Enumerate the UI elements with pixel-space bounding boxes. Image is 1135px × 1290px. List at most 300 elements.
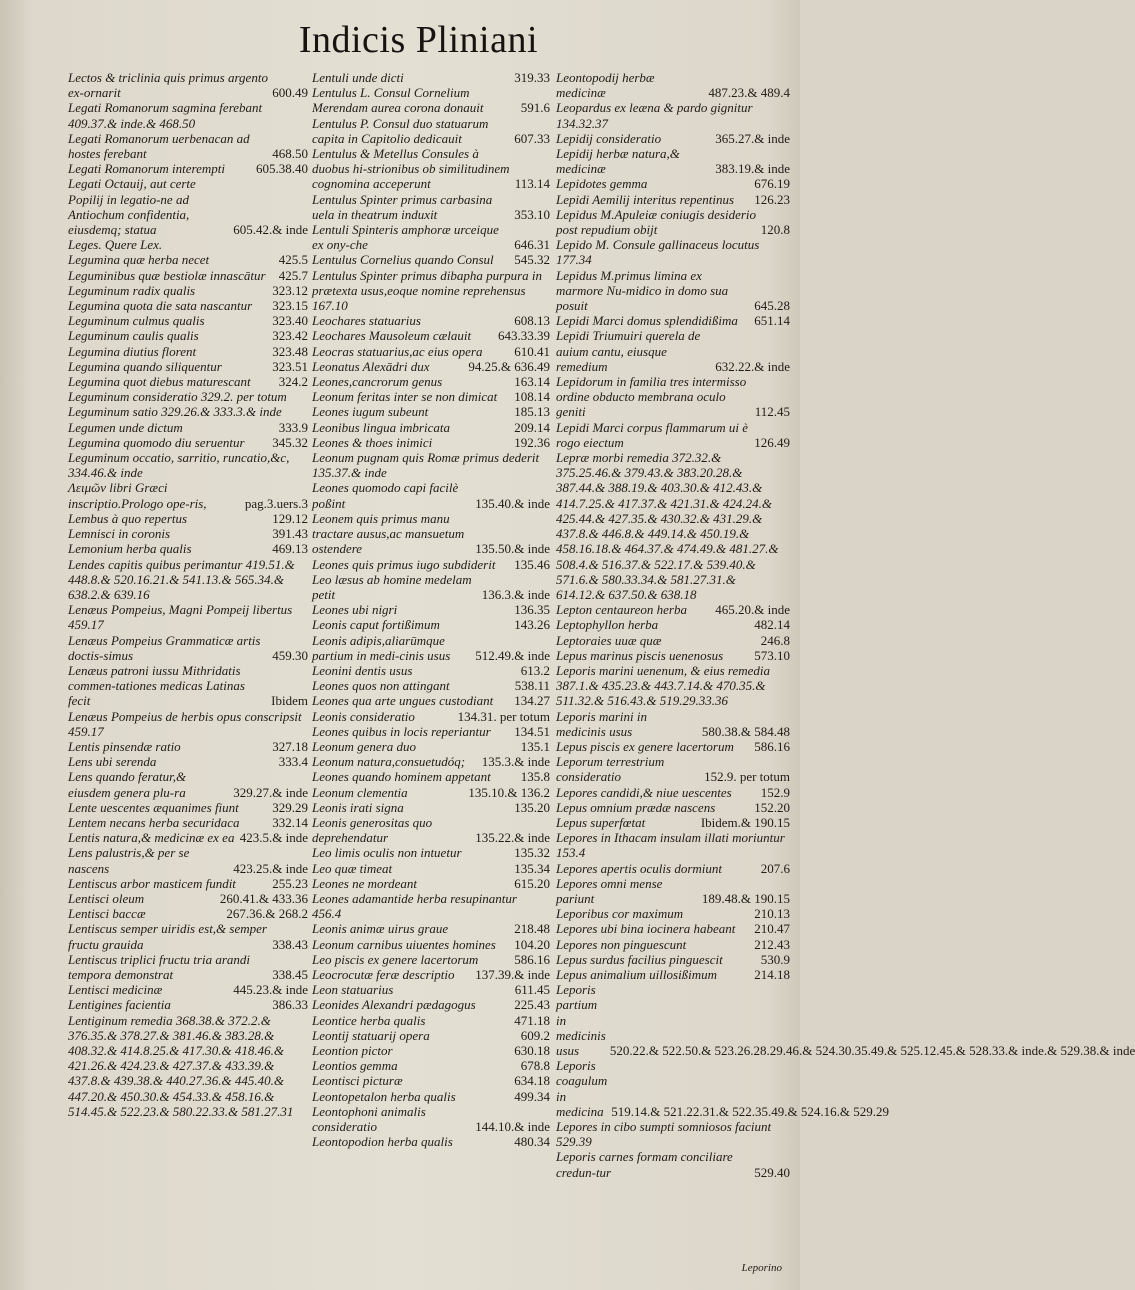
index-entry <box>312 678 550 693</box>
entry-text: Leguminibus quæ bestiolæ innascātur <box>68 267 266 283</box>
entry-text: Leporis carnes formam conciliare credun-tur <box>556 1149 733 1180</box>
index-entry <box>312 785 550 800</box>
entry-text: Lepus marinus piscis uenenosus <box>556 647 724 663</box>
index-entry <box>68 131 308 161</box>
entry-text: Lepores apertis oculis dormiunt <box>556 860 722 876</box>
entry-text: Leones,cancrorum genus <box>312 374 443 390</box>
entry-reference: 323.48 <box>272 343 308 359</box>
entry-text: Leptoraies uuæ quæ <box>556 632 662 648</box>
entry-reference: 135.46 <box>514 556 550 572</box>
index-entry <box>312 709 550 724</box>
entry-text: Lepidorum in familia tres intermisso ordine obducto membrana oculo geniti <box>556 374 747 420</box>
index-entry <box>556 815 790 830</box>
entry-reference: 608.13 <box>514 313 550 329</box>
entry-reference: 144.10.& inde <box>475 1119 550 1135</box>
entry-text: Legumina diutius florent <box>68 343 197 359</box>
index-entry <box>312 374 550 389</box>
entry-text: Lens palustris,& per se nascens <box>68 845 190 876</box>
entry-reference: 425.7 <box>278 267 308 283</box>
entry-reference: 646.31 <box>514 237 550 253</box>
entry-reference: 129.12 <box>272 510 308 526</box>
index-entry <box>68 997 308 1012</box>
entry-text: Leontij statuarij opera <box>312 1027 430 1043</box>
entry-text: Lenæus Pompeius de herbis opus conscripsit 459.17 <box>68 708 302 739</box>
index-entry <box>312 192 550 222</box>
entry-reference: 459.30 <box>272 647 308 663</box>
entry-reference: 134.51 <box>514 723 550 739</box>
entry-reference: 645.28 <box>754 298 790 314</box>
index-entry <box>312 1058 550 1073</box>
entry-text: Lepidi Aemilij interitus repentinus <box>556 191 735 207</box>
entry-text: Leones & thoes inimici <box>312 434 433 450</box>
entry-text: Leones qua arte ungues custodiant <box>312 693 494 709</box>
index-entry <box>556 146 790 176</box>
entry-reference: 189.48.& 190.15 <box>701 890 790 906</box>
index-entry <box>68 450 308 480</box>
index-entry <box>312 876 550 891</box>
index-entry <box>312 268 550 314</box>
index-entry <box>312 1013 550 1028</box>
entry-text: Lentulus & Metellus Consules à duobus hi-strionibus ob similitudinem cognomina acceperunt <box>312 146 510 192</box>
entry-text: Lentis pinsendæ ratio <box>68 738 181 754</box>
entry-reference: 615.20 <box>514 875 550 891</box>
index-entry <box>68 374 308 389</box>
entry-reference: 580.38.& 584.48 <box>701 723 790 739</box>
index-entry <box>312 435 550 450</box>
index-entry <box>556 785 790 800</box>
entry-reference: 329.27.& inde <box>233 784 308 800</box>
index-entry <box>556 906 790 921</box>
index-entry <box>312 602 550 617</box>
entry-reference: 135.20 <box>514 799 550 815</box>
entry-text: Leo læsus ab homine medelam petit <box>312 571 472 602</box>
entry-text: Leguminum satio 329.26.& 333.3.& inde <box>68 404 282 420</box>
index-entry <box>556 739 790 754</box>
index-entry <box>312 420 550 435</box>
entry-text: Leguminum caulis qualis <box>68 328 199 344</box>
entry-text: Lentiscus semper uiridis est,& semper fructu grauida <box>68 921 267 952</box>
index-entry <box>556 633 790 648</box>
index-entry <box>68 100 308 130</box>
entry-text: Λειμῶν libri Græci inscriptio.Prologo ope-ris, <box>68 480 207 511</box>
entry-reference: 529.40 <box>754 1164 790 1180</box>
index-entry <box>312 1073 550 1088</box>
entry-reference: 136.3.& inde <box>481 586 550 602</box>
entry-text: Leonem quis primus manu tractare ausus,ac mansuetum ostendere <box>312 510 465 557</box>
entry-text: Lemnisci in coronis <box>68 526 171 542</box>
entry-text: Leporis coagulum in medicina <box>556 1058 608 1119</box>
index-entry <box>68 435 308 450</box>
entry-reference: 482.14 <box>754 617 790 633</box>
index-entry <box>556 131 790 146</box>
index-entry <box>312 1104 550 1134</box>
index-entry <box>68 313 308 328</box>
index-entry <box>68 420 308 435</box>
entry-text: Leonini dentis usus <box>312 662 413 678</box>
index-entry <box>556 921 790 936</box>
index-entry <box>312 511 550 557</box>
entry-reference: 135.3.& inde <box>481 754 550 770</box>
catchword: Leporino <box>741 1262 782 1274</box>
entry-text: Lepores omni mense pariunt <box>556 875 663 906</box>
entry-text: Lentis natura,& medicinæ ex ea <box>68 830 235 846</box>
index-entry <box>68 754 308 769</box>
entry-text: Leocrocutæ feræ descriptio <box>312 966 455 982</box>
entry-reference: 135.40.& inde <box>475 495 550 511</box>
entry-text: Leonides Alexandri pædagogus <box>312 997 476 1013</box>
entry-reference: 225.43 <box>514 997 550 1013</box>
entry-reference: 391.43 <box>272 526 308 542</box>
entry-reference: 210.47 <box>754 921 790 937</box>
index-entry <box>312 982 550 997</box>
entry-text: Leontopetalon herba qualis <box>312 1088 456 1104</box>
index-entry <box>556 100 790 130</box>
entry-reference: 530.9 <box>760 951 790 967</box>
entry-text: Lepidij consideratio <box>556 130 662 146</box>
index-entry <box>556 420 790 450</box>
index-entry <box>312 557 550 572</box>
entry-reference: 610.41 <box>514 343 550 359</box>
index-entry <box>312 769 550 784</box>
entry-text: Lentigines facientia <box>68 997 171 1013</box>
entry-reference: 246.8 <box>760 632 790 648</box>
entry-reference: 338.43 <box>272 936 308 952</box>
entry-reference: 136.35 <box>514 602 550 618</box>
index-entry <box>556 800 790 815</box>
index-entry <box>68 161 308 176</box>
index-entry <box>68 268 308 283</box>
entry-text: Leontophoni animalis consideratio <box>312 1103 426 1135</box>
entry-reference: 591.6 <box>520 100 550 116</box>
index-entry <box>312 1134 550 1149</box>
entry-text: Leones quando hominem appetant <box>312 769 491 785</box>
entry-text: Leonum pugnam quis Romæ primus dederit 135.37.& inde <box>312 450 540 481</box>
entry-text: Leochares Mausoleum cælauit <box>312 328 472 344</box>
index-entry <box>68 541 308 556</box>
entry-text: Leges. Quere Lex. <box>68 237 163 253</box>
entry-text: Lentulus Spinter primus carbasina uela in theatrum induxit <box>312 191 493 222</box>
entry-reference: 212.43 <box>754 936 790 952</box>
entry-text: Lembus à quo repertus <box>68 510 188 526</box>
entry-reference: 134.27 <box>514 693 550 709</box>
entry-reference: 113.14 <box>514 176 550 192</box>
index-entry <box>312 85 550 115</box>
index-entry <box>312 997 550 1012</box>
entry-reference: 519.14.& 521.22.31.& 522.35.49.& 524.16.& 529.29 <box>611 1103 889 1119</box>
index-entry <box>556 876 790 906</box>
entry-reference: pag.3.uers.3 <box>244 495 308 511</box>
entry-reference: Ibidem <box>271 693 308 709</box>
entry-text: Leonum natura,consuetudóq; <box>312 754 466 770</box>
index-entry <box>556 1058 889 1119</box>
entry-text: Legumen unde dictum <box>68 419 183 435</box>
index-entry <box>556 328 790 374</box>
entry-text: Leochares statuarius <box>312 313 421 329</box>
entry-text: Leo quæ timeat <box>312 860 393 876</box>
entry-reference: 643.33.39 <box>498 328 550 344</box>
entry-reference: 605.42.& inde <box>233 222 308 238</box>
entry-reference: 611.45 <box>514 982 550 998</box>
entry-reference: 468.50 <box>272 146 308 162</box>
entry-reference: 323.12 <box>272 282 308 298</box>
entry-text: Leonis irati signa <box>312 799 404 815</box>
entry-reference: Ibidem.& 190.15 <box>700 814 790 830</box>
entry-reference: 108.14 <box>514 389 550 405</box>
entry-text: Lentiginum remedia 368.38.& 372.2.& 376.35.& 378.27.& 381.46.& 383.28.& 408.32.& 414.8.25.& 417.30.& 418.46.& 421.26.& 424.23.& 427.37.& 433.39.& 437.8.& 439.38.& 440.27.36.& 445.40.& 447.20.& 450.30.& 454.33.& 458.16.& 514.45.& 522.23.& 580.22.33.& 581.27.31 <box>68 1012 294 1119</box>
index-entry <box>556 937 790 952</box>
index-entry <box>556 313 790 328</box>
index-entry <box>312 450 550 480</box>
index-entry <box>68 845 308 875</box>
entry-text: Lentisci medicinæ <box>68 982 163 998</box>
entry-reference: 260.41.& 433.36 <box>219 890 308 906</box>
entry-reference: 353.10 <box>514 206 550 222</box>
entry-text: Lepores candidi,& niue uescentes <box>556 784 732 800</box>
entry-reference: 152.9. per totum <box>704 769 790 785</box>
entry-text: Lentem necans herba securidaca <box>68 814 240 830</box>
entry-text: Legumina quomodo diu seruentur <box>68 434 245 450</box>
index-entry <box>312 572 550 602</box>
entry-text: Lentulus P. Consul duo statuarum capita in Capitolio dedicauit <box>312 115 489 146</box>
index-entry <box>312 146 550 192</box>
entry-text: Leporis partium in medicinis usus <box>556 982 606 1058</box>
index-entry <box>68 830 308 845</box>
entry-reference: 135.34 <box>514 860 550 876</box>
entry-text: Legati Romanorum sagmina ferebant 409.37.& inde.& 468.50 <box>68 100 263 131</box>
entry-text: Lepræ morbi remedia 372.32.& 375.25.46.& 379.43.& 383.20.28.& 387.44.& 388.19.& 403.30.& 412.43.& 414.7.25.& 417.37.& 421.31.& 424.24.& 425.44.& 427.35.& 430.32.& 431.29.& 437.8.& 446.8.& 449.14.& 450.19.& 458.16.18.& 464.37.& 474.49.& 481.27.& 508.4.& 516.37.& 522.17.& 539.40.& 571.6.& 580.33.34.& 581.27.31.& 614.12.& 637.50.& 638.18 <box>556 450 779 602</box>
index-entry <box>312 328 550 343</box>
entry-reference: 586.16 <box>754 738 790 754</box>
entry-text: Leones quomodo capi facilè poßint <box>312 480 459 511</box>
entry-reference: 104.20 <box>514 936 550 952</box>
entry-reference: 386.33 <box>272 997 308 1013</box>
index-entry <box>312 754 550 769</box>
index-entry <box>68 876 308 891</box>
entry-reference: 586.16 <box>514 951 550 967</box>
entry-text: Lepus omnium prædæ nascens <box>556 799 716 815</box>
entry-reference: 632.22.& inde <box>715 358 790 374</box>
entry-reference: 218.48 <box>514 921 550 937</box>
index-column-2 <box>312 70 550 1149</box>
entry-reference: 333.9 <box>278 419 308 435</box>
entry-reference: 135.1 <box>520 738 550 754</box>
entry-text: Leon statuarius <box>312 982 394 998</box>
index-entry <box>68 815 308 830</box>
index-entry <box>312 344 550 359</box>
index-entry <box>68 739 308 754</box>
entry-reference: 423.25.& inde <box>233 860 308 876</box>
index-entry <box>68 663 308 709</box>
index-entry <box>556 192 790 207</box>
entry-text: Leonum carnibus uiuentes homines <box>312 936 496 952</box>
index-entry <box>68 176 308 237</box>
entry-reference: 538.11 <box>514 678 550 694</box>
index-entry <box>68 70 308 100</box>
entry-text: Lens ubi serenda <box>68 754 157 770</box>
entry-reference: 613.2 <box>520 662 550 678</box>
entry-text: Lenæus patroni iussu Mithridatis commen-tationes medicas Latinas fecit <box>68 662 245 709</box>
entry-reference: 425.5 <box>278 252 308 268</box>
entry-reference: 323.42 <box>272 328 308 344</box>
index-entry <box>312 845 550 860</box>
entry-reference: 267.36.& 268.2 <box>226 906 308 922</box>
index-entry <box>556 602 790 617</box>
entry-text: Leontios gemma <box>312 1058 398 1074</box>
entry-reference: 319.33 <box>514 70 550 85</box>
entry-text: Leontopodij herbæ medicinæ <box>556 70 655 101</box>
entry-text: Leo limis oculis non intuetur <box>312 845 462 861</box>
index-entry <box>312 937 550 952</box>
entry-text: Legumina quota die sata nascantur <box>68 298 253 314</box>
entry-text: Leonis consideratio <box>312 708 415 724</box>
index-entry <box>68 298 308 313</box>
index-entry <box>556 1119 790 1149</box>
entry-reference: 163.14 <box>514 374 550 390</box>
entry-reference: 676.19 <box>754 176 790 192</box>
entry-text: Leonum feritas inter se non dimicat <box>312 389 498 405</box>
entry-text: Leonis caput fortißimum <box>312 617 440 633</box>
entry-text: Lendes capitis quibus perimantur 419.51.& 448.8.& 520.16.21.& 541.13.& 565.34.& 638.2.& 639.16 <box>68 556 295 602</box>
entry-reference: 120.8 <box>760 222 790 238</box>
entry-reference: 630.18 <box>514 1043 550 1058</box>
index-entry <box>68 602 308 632</box>
index-entry <box>68 633 308 663</box>
entry-reference: 323.51 <box>272 358 308 374</box>
entry-reference: 678.8 <box>520 1058 550 1074</box>
entry-reference: 651.14 <box>754 313 790 329</box>
index-entry <box>68 389 308 404</box>
index-entry <box>68 769 308 799</box>
index-entry <box>68 344 308 359</box>
index-entry <box>68 952 308 982</box>
entry-text: Lentulus L. Consul Cornelium Merendam aurea corona donauit <box>312 85 484 116</box>
entry-reference: 323.40 <box>272 313 308 329</box>
entry-text: Lepidi Triumuiri querela de auium cantu, eiusque remedium <box>556 328 701 374</box>
index-entry <box>68 921 308 951</box>
entry-text: Leguminum radix qualis <box>68 282 196 298</box>
entry-text: Leguminum consideratio 329.2. per totum <box>68 389 287 405</box>
entry-reference: 135.10.& 136.2 <box>468 784 550 800</box>
index-entry <box>556 861 790 876</box>
index-entry <box>68 709 308 739</box>
entry-reference: 126.49 <box>754 434 790 450</box>
entry-reference: 471.18 <box>514 1012 550 1028</box>
entry-reference: 214.18 <box>754 966 790 982</box>
index-entry <box>68 359 308 374</box>
entry-reference: 609.2 <box>520 1027 550 1043</box>
entry-text: Leonis animæ uirus graue <box>312 921 449 937</box>
entry-reference: 94.25.& 636.49 <box>468 358 550 374</box>
entry-text: Leontopodion herba qualis <box>312 1134 453 1150</box>
entry-reference: 192.36 <box>514 434 550 450</box>
entry-reference: 209.14 <box>514 419 550 435</box>
entry-reference: 255.23 <box>272 875 308 891</box>
entry-text: Legati Romanorum interempti <box>68 161 225 177</box>
entry-text: Lepus superfœtat <box>556 814 646 830</box>
entry-text: Leonis generositas quo deprehendatur <box>312 814 433 846</box>
entry-reference: 112.45 <box>754 404 790 420</box>
index-entry <box>556 982 1135 1058</box>
entry-reference: 573.10 <box>754 647 790 663</box>
entry-reference: 329.29 <box>272 799 308 815</box>
entry-reference: 634.18 <box>514 1073 550 1089</box>
entry-text: Leonum genera duo <box>312 738 416 754</box>
index-entry <box>556 237 790 267</box>
entry-reference: 327.18 <box>272 738 308 754</box>
index-entry <box>556 176 790 191</box>
index-entry <box>68 526 308 541</box>
index-entry <box>556 709 790 739</box>
index-entry <box>68 1013 308 1119</box>
entry-reference: 210.13 <box>754 906 790 922</box>
entry-text: Leguminum occatio, sarritio, runcatio,&c, 334.46.& inde <box>68 450 290 481</box>
entry-text: Lepus piscis ex genere lacertorum <box>556 738 734 754</box>
entry-reference: 135.50.& inde <box>475 541 550 557</box>
index-entry <box>312 633 550 663</box>
index-entry <box>312 663 550 678</box>
entry-text: Leopardus ex leæna & pardo gignitur 134.32.37 <box>556 100 753 131</box>
index-entry <box>312 389 550 404</box>
entry-text: Leones quos non attingant <box>312 678 450 694</box>
entry-text: Lepidi Marci domus splendidißima <box>556 313 738 329</box>
entry-text: Lentuli Spinteris amphoræ urceique ex ony-che <box>312 222 499 253</box>
index-entry <box>312 724 550 739</box>
index-entry <box>556 268 790 314</box>
entry-text: Lentulus Cornelius quando Consul <box>312 252 494 268</box>
index-entry <box>312 861 550 876</box>
index-entry <box>556 450 790 602</box>
entry-text: Legumina quando siliquentur <box>68 358 222 374</box>
entry-reference: 423.5.& inde <box>239 830 308 846</box>
entry-text: Leones iugum subeunt <box>312 404 429 420</box>
entry-text: Lepidi Marci corpus flammarum ui è rogo eiectum <box>556 419 748 450</box>
entry-text: Lenæus Pompeius Grammaticæ artis doctis-simus <box>68 632 261 663</box>
entry-text: Lente uescentes æquanimes fiunt <box>68 799 239 815</box>
entry-text: Lepido M. Consule gallinaceus locutus 177.34 <box>556 237 760 268</box>
entry-text: Leonum clementia <box>312 784 408 800</box>
entry-text: Leontisci picturæ <box>312 1073 403 1089</box>
index-entry <box>556 754 790 784</box>
entry-reference: 137.39.& inde <box>475 966 550 982</box>
entry-reference: 324.2 <box>278 374 308 390</box>
entry-text: Lenæus Pompeius, Magni Pompeij libertus 459.17 <box>68 602 293 633</box>
entry-text: Lentisci oleum <box>68 890 145 906</box>
entry-text: Leporum terrestrium consideratio <box>556 754 665 785</box>
entry-reference: 338.45 <box>272 966 308 982</box>
index-column-3 <box>556 70 1135 1180</box>
index-entry <box>556 207 790 237</box>
entry-text: Lectos & triclinia quis primus argento ex-ornarit <box>68 70 268 101</box>
entry-reference: 365.27.& inde <box>715 130 790 146</box>
entry-text: Lepidus M.Apuleiæ coniugis desiderio post repudium obijt <box>556 206 757 238</box>
entry-text: Lepus surdus facilius pinguescit <box>556 951 723 967</box>
entry-text: Leporis marini uenenum, & eius remedia 387.1.& 435.23.& 443.7.14.& 470.35.& 511.32.& 516.43.& 519.29.33.36 <box>556 662 770 709</box>
entry-reference: 520.22.& 522.50.& 523.26.28.29.46.& 524.30.35.49.& 525.12.45.& 528.33.& inde.& 529.38.& inde <box>609 1043 1135 1058</box>
index-entry <box>68 328 308 343</box>
entry-text: Leporibus cor maximum <box>556 906 684 922</box>
entry-text: Legati Romanorum uerbenacan ad hostes ferebant <box>68 130 250 162</box>
entry-text: Leontion pictor <box>312 1043 393 1058</box>
entry-reference: 134.31. per totum <box>457 708 550 724</box>
entry-text: Leguminum culmus qualis <box>68 313 205 329</box>
index-entry <box>556 70 790 100</box>
page-title: Indicis Pliniani <box>298 19 538 61</box>
index-entry <box>312 480 550 510</box>
index-entry <box>68 283 308 298</box>
entry-text: Lentuli unde dicti <box>312 70 404 85</box>
entry-text: Lentiscus triplici fructu tria arandi tempora demonstrat <box>68 951 251 982</box>
entry-reference: 469.13 <box>272 541 308 557</box>
